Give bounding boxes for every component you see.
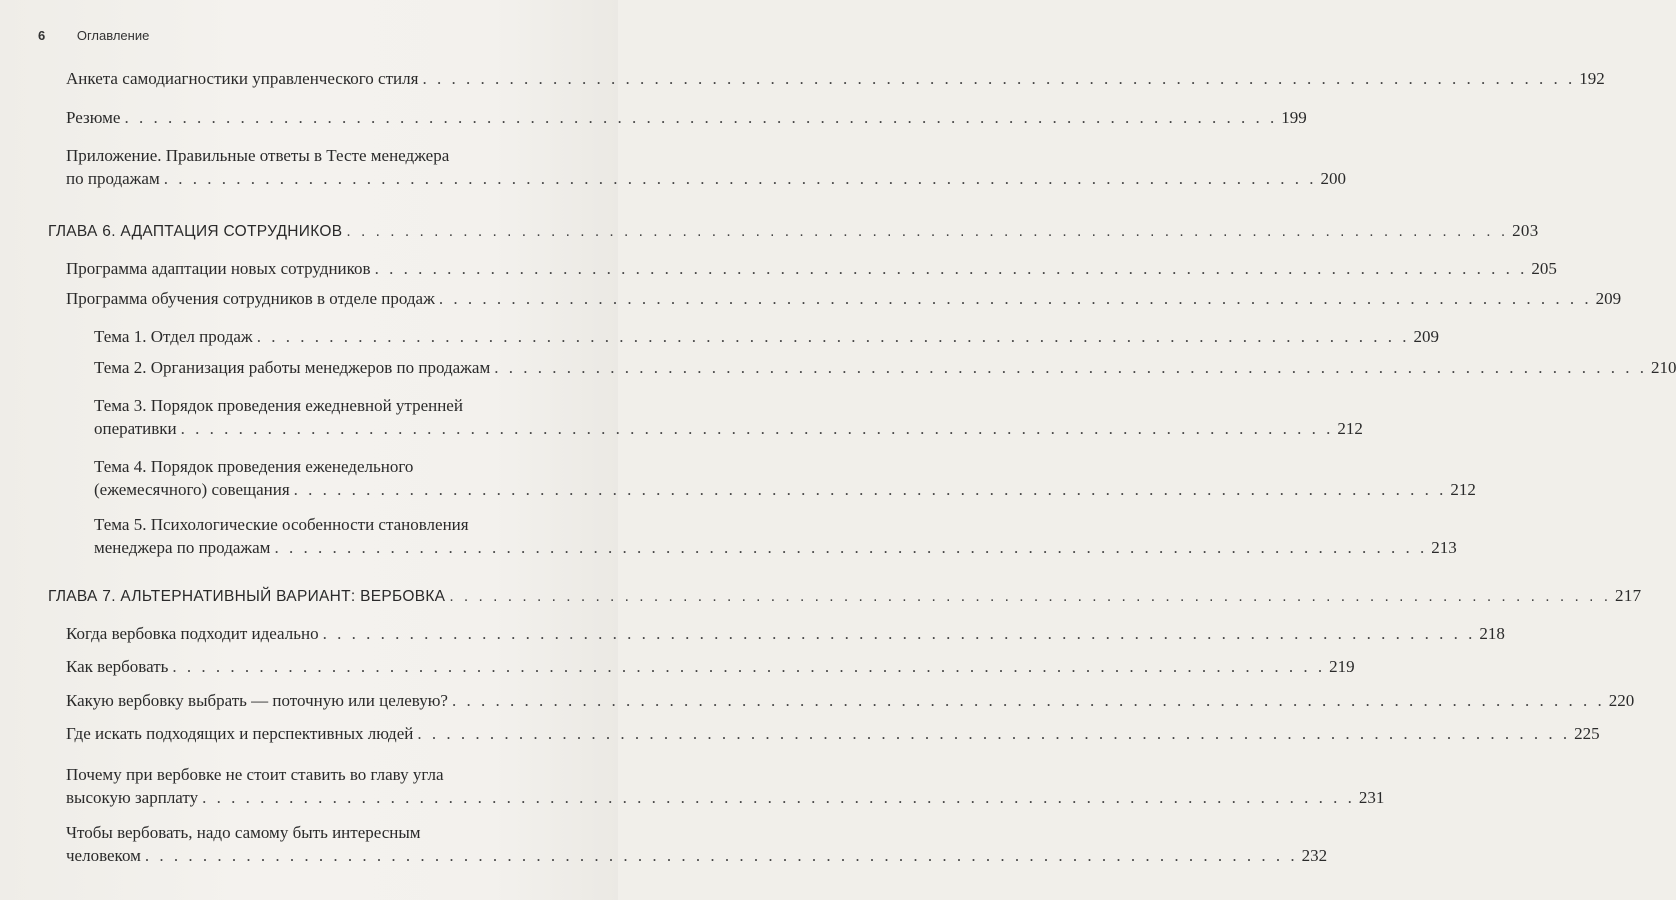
dot-leader: . . . . . . . . . . . . . . . . . . . . . . . . . . . . . . . . . . . . . . . . . . . . . . . . . . . . . . . . . . . . . . . . . . . . . . . . . . . . . . . . — [274, 538, 1428, 557]
toc-entry-title: менеджера по продажам — [94, 538, 271, 557]
toc-entry — [0, 325, 1439, 348]
toc-entry — [0, 655, 1355, 678]
toc-entry — [0, 722, 1600, 745]
toc-page-number: 200 — [1320, 169, 1346, 188]
toc-entry-title-line: Тема 5. Психологические особенности становления — [94, 515, 469, 534]
toc-entry — [0, 513, 1457, 559]
dot-leader: . . . . . . . . . . . . . . . . . . . . . . . . . . . . . . . . . . . . . . . . . . . . . . . . . . . . . . . . . . . . . . . . . . . . . . . . . . . . . . . . — [451, 691, 1605, 710]
toc-page-number: 210 — [1650, 358, 1676, 377]
toc-page-number: 232 — [1301, 846, 1328, 865]
toc-entry-title: Где искать подходящих и перспективных людей — [66, 724, 414, 743]
toc-entry-title: Когда вербовка подходит идеально — [66, 624, 319, 643]
dot-leader: . . . . . . . . . . . . . . . . . . . . . . . . . . . . . . . . . . . . . . . . . . . . . . . . . . . . . . . . . . . . . . . . . . . . . . . . . . . . . . . . — [144, 846, 1298, 865]
dot-leader: . . . . . . . . . . . . . . . . . . . . . . . . . . . . . . . . . . . . . . . . . . . . . . . . . . . . . . . . . . . . . . . . . . . . . . . . . . . . . . . . — [172, 657, 1326, 676]
dot-leader: . . . . . . . . . . . . . . . . . . . . . . . . . . . . . . . . . . . . . . . . . . . . . . . . . . . . . . . . . . . . . . . . . . . . . . . . . . . . . . . . — [438, 289, 1592, 308]
toc-entry — [0, 622, 1505, 645]
toc-page-number: 212 — [1450, 480, 1476, 499]
toc-entry — [0, 689, 1635, 712]
toc-page-number: 219 — [1329, 657, 1355, 676]
toc-entry-title: человеком — [66, 846, 141, 865]
toc-entry-title: Анкета самодиагностики управленческого стиля — [66, 69, 419, 88]
toc-page-number: 225 — [1574, 724, 1600, 743]
running-title: Оглавление — [76, 28, 150, 43]
toc-entry-title: Какую вербовку выбрать — поточную или целевую? — [66, 691, 448, 710]
toc-entry — [0, 821, 1328, 867]
toc-page-number: 217 — [1615, 586, 1642, 605]
toc-entry-title-line: Почему при вербовке не стоит ставить во главу угла — [66, 765, 444, 784]
toc-entry-title-line: Чтобы вербовать, надо самому быть интересным — [66, 823, 421, 842]
toc-page-number: 209 — [1413, 327, 1439, 346]
dot-leader: . . . . . . . . . . . . . . . . . . . . . . . . . . . . . . . . . . . . . . . . . . . . . . . . . . . . . . . . . . . . . . . . . . . . . . . . . . . . . . . . — [494, 358, 1647, 377]
toc-entry-title: Как вербовать — [66, 657, 169, 676]
toc-entry — [0, 257, 1557, 280]
toc-entry-title: Тема 2. Организация работы менеджеров по продажам — [94, 358, 491, 377]
toc-page-number: 205 — [1531, 259, 1557, 278]
toc-entry — [0, 67, 1605, 90]
toc-entry-title: оперативки — [94, 419, 177, 438]
toc-page-number: 218 — [1479, 624, 1505, 643]
toc-chapter — [0, 219, 1539, 243]
page-number: 6 — [38, 28, 46, 43]
toc-page-number: 212 — [1337, 419, 1363, 438]
toc-entry — [0, 106, 1307, 129]
dot-leader: . . . . . . . . . . . . . . . . . . . . . . . . . . . . . . . . . . . . . . . . . . . . . . . . . . . . . . . . . . . . . . . . . . . . . . . . . . . . . . . . — [417, 724, 1571, 743]
toc-page-number: 209 — [1595, 289, 1622, 308]
toc-chapter — [0, 584, 1642, 608]
dot-leader: . . . . . . . . . . . . . . . . . . . . . . . . . . . . . . . . . . . . . . . . . . . . . . . . . . . . . . . . . . . . . . . . . . . . . . . . . . . . . . . . — [293, 480, 1447, 499]
toc-entry-title: (ежемесячного) совещания — [94, 480, 290, 499]
dot-leader: . . . . . . . . . . . . . . . . . . . . . . . . . . . . . . . . . . . . . . . . . . . . . . . . . . . . . . . . . . . . . . . . . . . . . . . . . . . . . . . . — [449, 588, 1612, 605]
dot-leader: . . . . . . . . . . . . . . . . . . . . . . . . . . . . . . . . . . . . . . . . . . . . . . . . . . . . . . . . . . . . . . . . . . . . . . . . . . . . . . . . — [124, 108, 1278, 127]
running-header — [38, 28, 149, 43]
toc-entry-title: Программа адаптации новых сотрудников — [66, 259, 371, 278]
toc-entry-title: высокую зарплату — [66, 788, 199, 807]
toc-entry — [0, 394, 1363, 440]
dot-leader: . . . . . . . . . . . . . . . . . . . . . . . . . . . . . . . . . . . . . . . . . . . . . . . . . . . . . . . . . . . . . . . . . . . . . . . . . . . . . . . . — [422, 69, 1576, 88]
dot-leader: . . . . . . . . . . . . . . . . . . . . . . . . . . . . . . . . . . . . . . . . . . . . . . . . . . . . . . . . . . . . . . . . . . . . . . . . . . . . . . . . — [322, 624, 1476, 643]
dot-leader: . . . . . . . . . . . . . . . . . . . . . . . . . . . . . . . . . . . . . . . . . . . . . . . . . . . . . . . . . . . . . . . . . . . . . . . . . . . . . . . . — [256, 327, 1410, 346]
toc-page-number: 213 — [1431, 538, 1457, 557]
toc-page-number: 220 — [1608, 691, 1635, 710]
toc-entry — [0, 356, 1676, 379]
toc-entry-title-line: Тема 3. Порядок проведения ежедневной утренней — [94, 396, 463, 415]
toc-entry-title: ГЛАВА 7. АЛЬТЕРНАТИВНЫЙ ВАРИАНТ: ВЕРБОВКА — [48, 588, 446, 605]
dot-leader: . . . . . . . . . . . . . . . . . . . . . . . . . . . . . . . . . . . . . . . . . . . . . . . . . . . . . . . . . . . . . . . . . . . . . . . . . . . . . . . . — [374, 259, 1528, 278]
toc-entry — [0, 144, 1346, 190]
toc-entry — [0, 763, 1385, 809]
toc-entry — [0, 455, 1476, 501]
toc-page-number: 231 — [1358, 788, 1385, 807]
dot-leader: . . . . . . . . . . . . . . . . . . . . . . . . . . . . . . . . . . . . . . . . . . . . . . . . . . . . . . . . . . . . . . . . . . . . . . . . . . . . . . . . — [346, 223, 1509, 240]
toc-page-number: 192 — [1579, 69, 1605, 88]
toc-entry — [0, 287, 1622, 310]
toc-entry-title: ГЛАВА 6. АДАПТАЦИЯ СОТРУДНИКОВ — [48, 223, 343, 240]
toc-entry-title-line: Приложение. Правильные ответы в Тесте менеджера — [66, 146, 450, 165]
toc-entry-title: по продажам — [66, 169, 160, 188]
toc-entry-title-line: Тема 4. Порядок проведения еженедельного — [94, 457, 414, 476]
dot-leader: . . . . . . . . . . . . . . . . . . . . . . . . . . . . . . . . . . . . . . . . . . . . . . . . . . . . . . . . . . . . . . . . . . . . . . . . . . . . . . . . — [180, 419, 1334, 438]
toc-entry-title: Резюме — [66, 108, 121, 127]
toc-entry-title: Программа обучения сотрудников в отделе продаж — [66, 289, 435, 308]
dot-leader: . . . . . . . . . . . . . . . . . . . . . . . . . . . . . . . . . . . . . . . . . . . . . . . . . . . . . . . . . . . . . . . . . . . . . . . . . . . . . . . . — [202, 788, 1355, 807]
toc-page-number: 203 — [1512, 221, 1539, 240]
dot-leader: . . . . . . . . . . . . . . . . . . . . . . . . . . . . . . . . . . . . . . . . . . . . . . . . . . . . . . . . . . . . . . . . . . . . . . . . . . . . . . . . — [163, 169, 1317, 188]
toc-entry-title: Тема 1. Отдел продаж — [94, 327, 253, 346]
toc-page-number: 199 — [1281, 108, 1307, 127]
